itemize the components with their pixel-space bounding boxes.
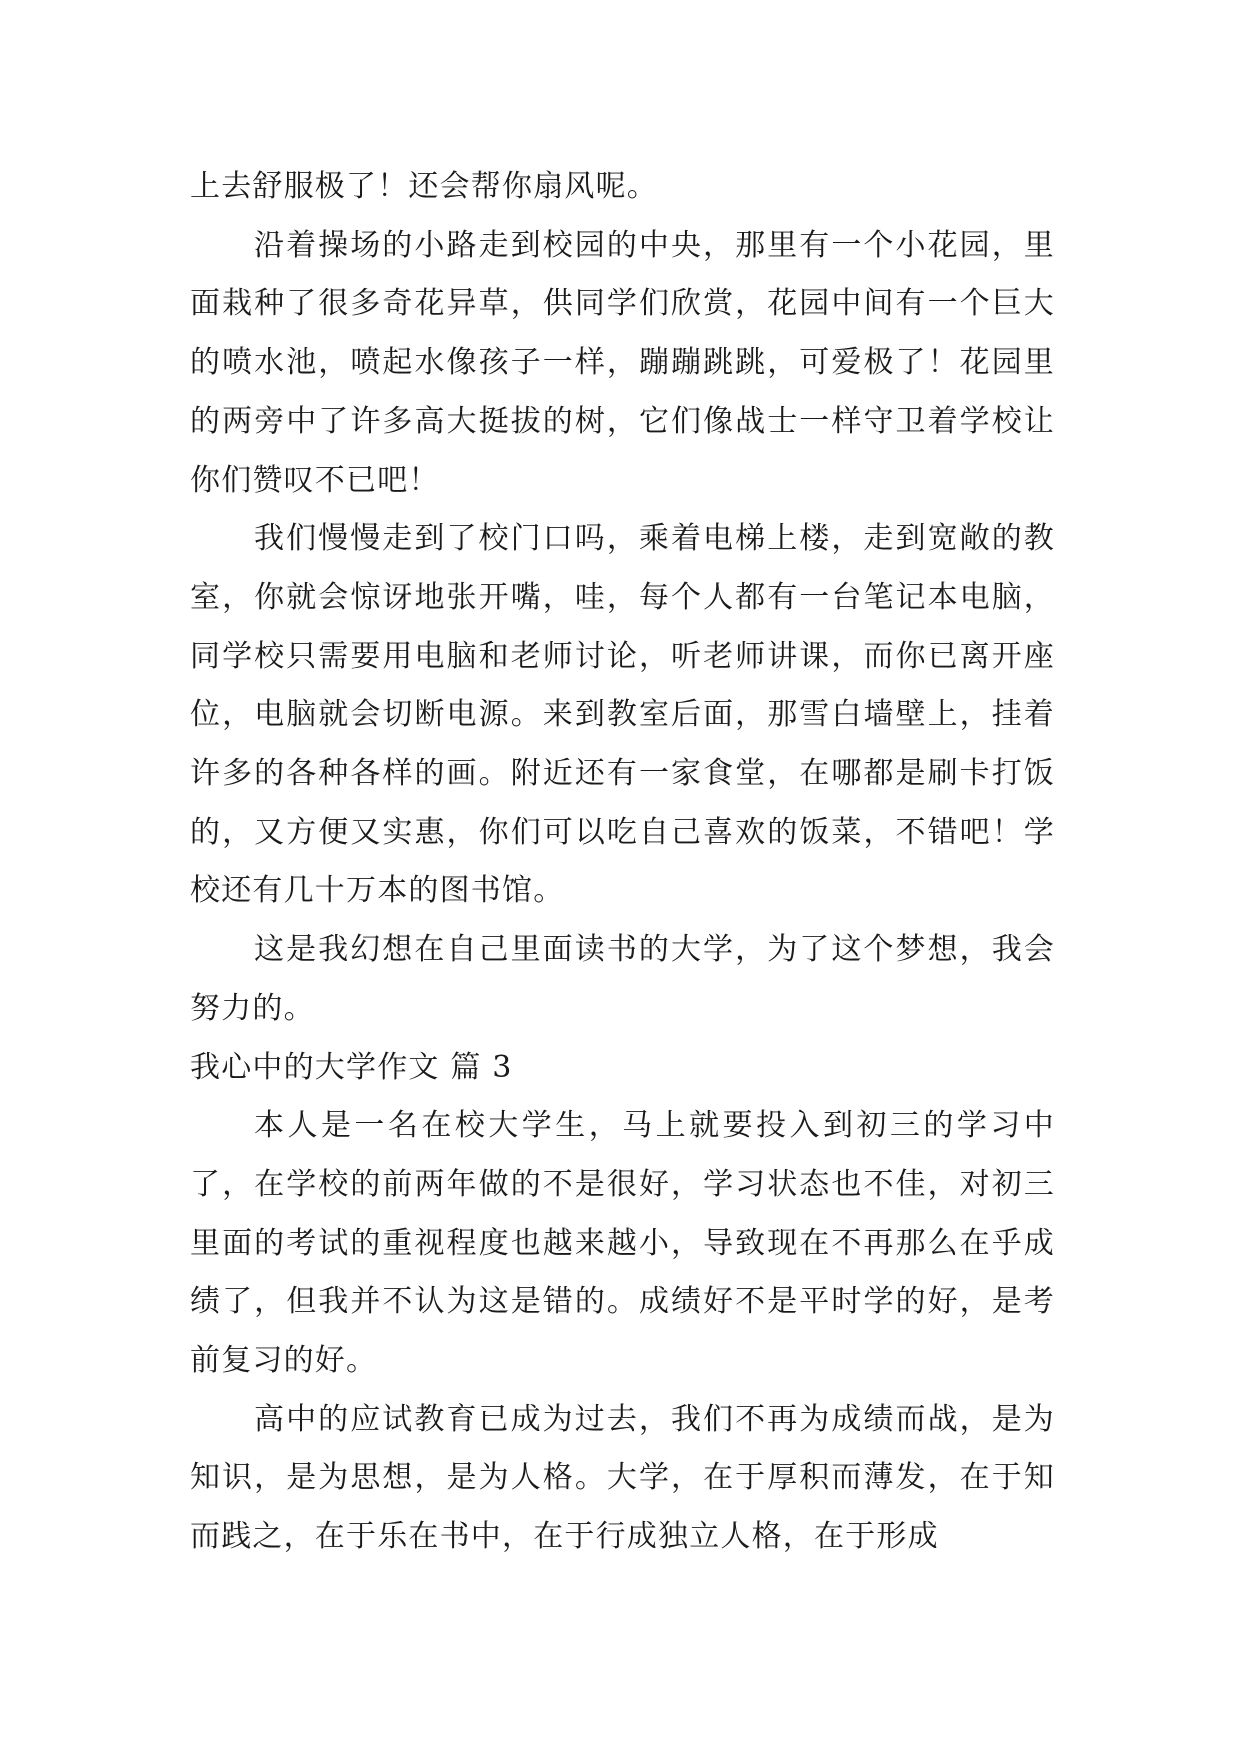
paragraph: 上去舒服极了！还会帮你扇风呢。 bbox=[190, 169, 658, 204]
paragraph: 高中的应试教育已成为过去，我们不再为成绩而战，是为知识，是为思想，是为人格。大学，在于厚积而薄发，在于知而践之，在于乐在书中，在于行成独立人格，在于形成 bbox=[190, 1401, 1055, 1555]
document-body bbox=[190, 158, 1055, 1567]
paragraph: 这是我幻想在自己里面读书的大学，为了这个梦想，我会努力的。 bbox=[190, 932, 1055, 1026]
paragraph: 本人是一名在校大学生，马上就要投入到初三的学习中了，在学校的前两年做的不是很好，学习状态也不佳，对初三里面的考试的重视程度也越来越小，导致现在不再那么在乎成绩了，但我并不认为这是错的。成绩好不是平时学的好，是考前复习的好。 bbox=[190, 1108, 1055, 1379]
paragraph: 我们慢慢走到了校门口吗，乘着电梯上楼，走到宽敞的教室，你就会惊讶地张开嘴，哇，每个人都有一台笔记本电脑，同学校只需要用电脑和老师讨论，听老师讲课，而你已离开座位，电脑就会切断电源。来到教室后面，那雪白墙壁上，挂着许多的各种各样的画。附近还有一家食堂，在哪都是刷卡打饭的，又方便又实惠，你们可以吃自己喜欢的饭菜，不错吧！学校还有几十万本的图书馆。 bbox=[190, 521, 1055, 909]
section-heading: 我心中的大学作文 篇 3 bbox=[190, 1049, 513, 1085]
paragraph: 沿着操场的小路走到校园的中央，那里有一个小花园，里面栽种了很多奇花异草，供同学们欣赏，花园中间有一个巨大的喷水池，喷起水像孩子一样，蹦蹦跳跳，可爱极了！花园里的两旁中了许多高大挺拔的树，它们像战士一样守卫着学校让你们赞叹不已吧！ bbox=[190, 227, 1055, 498]
